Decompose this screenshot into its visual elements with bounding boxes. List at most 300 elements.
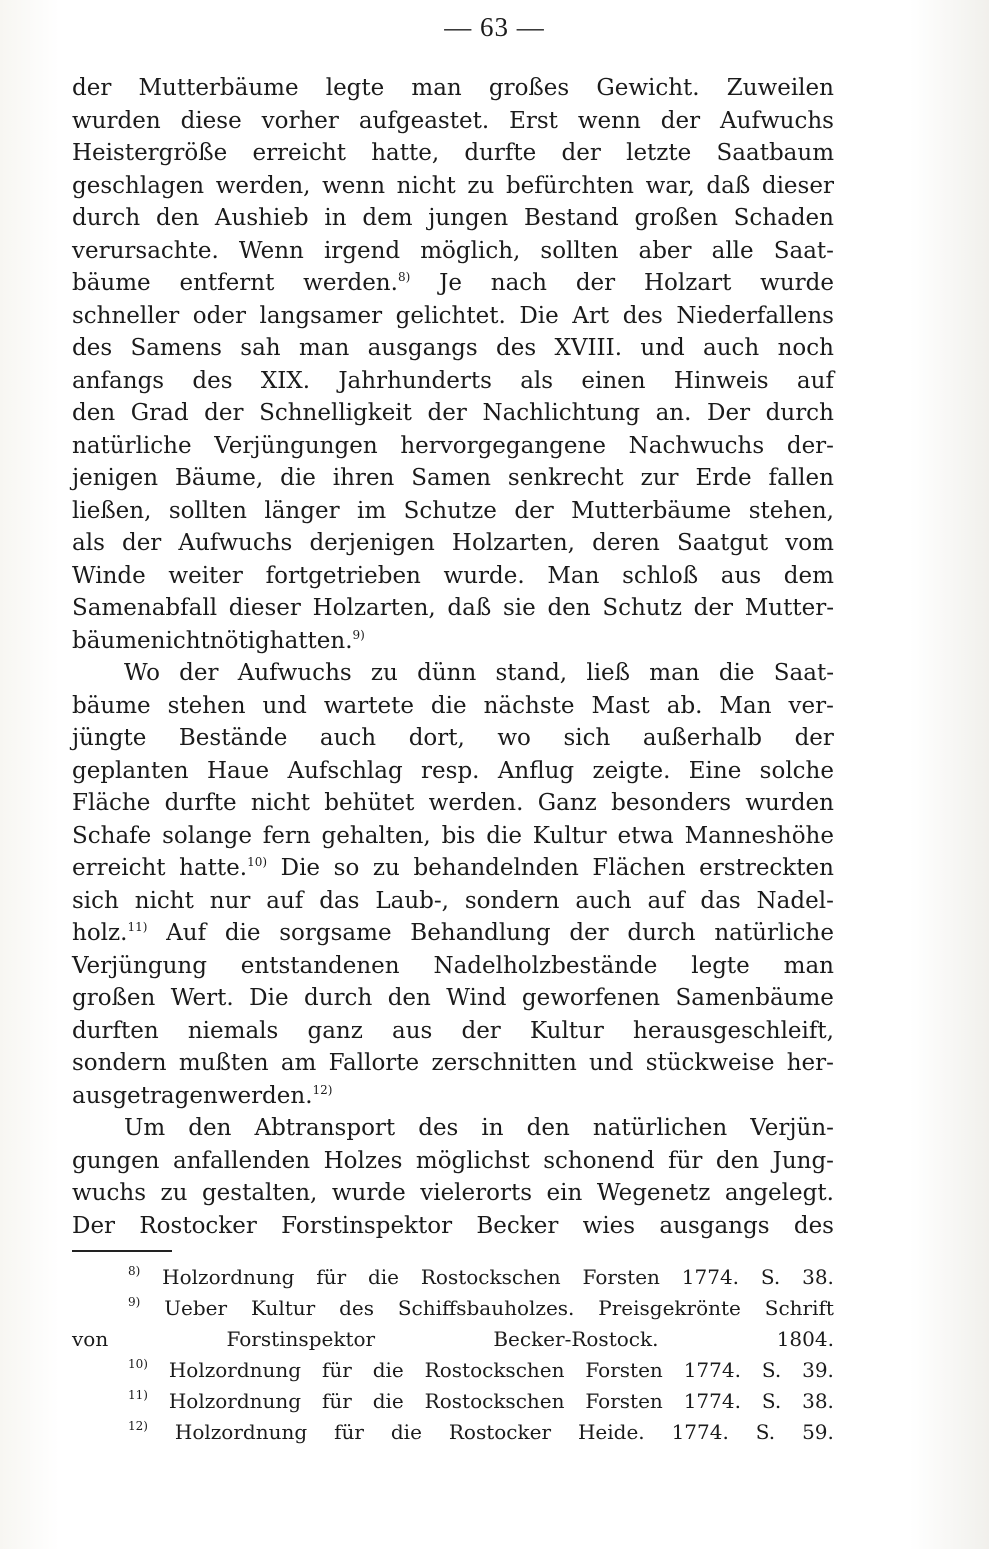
- word: durch: [72, 205, 141, 231]
- word: werden,: [215, 172, 311, 199]
- word: gehalten,: [321, 822, 431, 849]
- word: vielerorts: [420, 1180, 533, 1206]
- word: geplanten: [72, 757, 189, 784]
- word: zu: [467, 172, 495, 199]
- word: auf: [266, 887, 304, 914]
- word: wurde.: [443, 562, 525, 589]
- text-line: [72, 365, 834, 398]
- word: Samen: [411, 465, 491, 491]
- footnote-reference: 8): [397, 270, 411, 284]
- word: aus: [720, 562, 762, 589]
- word: Erst: [509, 107, 558, 134]
- word: angelegt.: [724, 1180, 834, 1206]
- word: großen: [634, 205, 718, 231]
- word: natürlichen: [592, 1115, 728, 1141]
- word: Schnelligkeit: [259, 400, 412, 426]
- word: aus: [391, 1017, 433, 1044]
- text-line: [72, 462, 834, 495]
- word: hervorgegangene: [400, 432, 606, 459]
- word: Man: [719, 692, 772, 719]
- word: dort,: [408, 725, 465, 751]
- word: von: [72, 1327, 109, 1351]
- word: Anflug: [497, 757, 575, 784]
- word: S.: [755, 1420, 776, 1444]
- word: Forstinspektor: [226, 1327, 376, 1351]
- word: wurde: [760, 270, 834, 296]
- word: zu: [372, 855, 400, 881]
- word: ließ: [586, 660, 631, 686]
- word: Schutze: [403, 497, 497, 524]
- word: Grad: [130, 400, 189, 426]
- word: für: [322, 1389, 352, 1413]
- word: wuchs: [72, 1180, 146, 1206]
- word: aufgeastet.: [358, 107, 490, 134]
- text-line: [72, 1177, 834, 1210]
- word: der-: [786, 432, 834, 459]
- word: Aufwuchs: [237, 660, 352, 686]
- text-line: [72, 1047, 834, 1080]
- word: Bäume,: [175, 465, 264, 491]
- word: Holzordnung: [174, 1420, 308, 1444]
- word: stehen: [167, 692, 246, 719]
- text-line: [72, 105, 834, 138]
- word: resp.: [421, 757, 480, 784]
- word: ab.: [666, 692, 703, 719]
- word: niemals: [187, 1017, 279, 1044]
- word: wo: [497, 725, 531, 751]
- text-line: [72, 820, 834, 853]
- word: Mutterbäume: [571, 497, 732, 524]
- word: schneller: [72, 302, 180, 329]
- word: fortgetrieben: [265, 562, 421, 589]
- text-line: [72, 885, 834, 918]
- footnote-line: [72, 1386, 834, 1417]
- word: das: [319, 887, 360, 914]
- word: der: [461, 1017, 501, 1044]
- word: jungen: [428, 205, 509, 231]
- word: stand,: [495, 660, 568, 686]
- word: dieser: [228, 595, 301, 621]
- word: S.: [761, 1358, 782, 1382]
- word: dem: [362, 205, 413, 231]
- word: für: [334, 1420, 364, 1444]
- word: Mutter-: [744, 595, 834, 621]
- word: zu: [160, 1180, 188, 1206]
- word: schonend: [543, 1147, 655, 1174]
- word: dieser: [761, 172, 834, 199]
- word: den: [72, 400, 116, 426]
- word: letzte: [626, 140, 692, 166]
- word: ließen,: [72, 497, 152, 524]
- word: XIX.: [260, 367, 311, 394]
- word: Kultur: [529, 1017, 604, 1044]
- word: Aufschlag: [287, 757, 403, 784]
- word: gestalten,: [201, 1180, 318, 1206]
- word: Forsten: [585, 1389, 663, 1413]
- word: großen: [72, 985, 156, 1011]
- page-number: — 63 —: [444, 12, 545, 42]
- word: weiter: [168, 562, 243, 589]
- footnote-number: [128, 1386, 148, 1417]
- word: Kultur: [532, 822, 607, 849]
- word: Samenabfall: [72, 595, 218, 621]
- word: Die: [249, 985, 289, 1011]
- word: nächste: [483, 692, 575, 719]
- word: durfte: [164, 790, 237, 816]
- word: mußten: [178, 1050, 269, 1076]
- word: zur: [640, 465, 679, 491]
- word: großes: [488, 75, 570, 101]
- word: Heide.: [577, 1420, 645, 1444]
- word: Saatbaum: [716, 140, 834, 166]
- word: sollten: [540, 237, 619, 264]
- footnote-marker: 8): [128, 1264, 141, 1278]
- word: ihren: [332, 465, 395, 491]
- word: natürliche: [714, 920, 834, 946]
- word: der: [575, 270, 616, 296]
- word: länger: [264, 497, 340, 524]
- word: daß: [447, 595, 492, 621]
- text-line: [72, 1210, 834, 1243]
- word: Fläche: [72, 790, 151, 816]
- word: Holzes: [323, 1147, 403, 1174]
- word: Bestand: [523, 205, 619, 231]
- text-line: [72, 950, 834, 983]
- word: des: [72, 335, 113, 361]
- word: werden.$^{8)}$: [303, 270, 411, 296]
- word: die: [390, 1420, 422, 1444]
- word: sondern: [464, 887, 560, 914]
- word: sondern: [72, 1050, 167, 1076]
- word: Auf: [166, 920, 207, 946]
- text-line: [72, 72, 834, 105]
- word: Holzordnung: [168, 1358, 302, 1382]
- footnote-separator: [72, 1250, 172, 1252]
- word: Verjün-: [750, 1115, 834, 1141]
- word: des: [622, 302, 663, 329]
- word: der: [121, 530, 162, 556]
- word: sich: [563, 725, 611, 751]
- word: nötig: [209, 627, 270, 654]
- word: nur: [209, 887, 251, 914]
- word: Bestände: [178, 725, 288, 751]
- text-line: [72, 495, 834, 528]
- text-line: [72, 787, 834, 820]
- word: wartete: [323, 692, 414, 719]
- word: des: [339, 1296, 374, 1320]
- footnote-reference: 10): [247, 855, 268, 869]
- word: den: [547, 595, 591, 621]
- word: die: [224, 920, 261, 946]
- word: am: [280, 1050, 317, 1076]
- word: langsamer: [259, 302, 383, 329]
- word: Die: [519, 302, 559, 329]
- word: erstreckten: [699, 855, 834, 881]
- word: nicht: [250, 790, 310, 816]
- word: natürliche: [72, 432, 192, 459]
- word: durften: [72, 1017, 159, 1044]
- word: außerhalb: [642, 725, 763, 751]
- word: vorher: [261, 107, 339, 134]
- word: entfernt: [179, 270, 275, 296]
- word: den: [526, 1115, 570, 1141]
- text-line: [72, 202, 834, 235]
- word: schloß: [622, 562, 699, 589]
- word: 1804.: [776, 1327, 834, 1351]
- word: legte: [691, 952, 750, 979]
- word: Gewicht.: [596, 75, 700, 101]
- word: Flächen: [592, 855, 686, 881]
- body-text: [72, 72, 834, 1242]
- word: Kultur: [250, 1296, 316, 1320]
- word: wies: [582, 1212, 636, 1239]
- word: der: [660, 107, 701, 134]
- word: 1774.: [683, 1358, 741, 1382]
- text-line: [72, 397, 834, 430]
- word: Erde: [695, 465, 752, 491]
- word: Preisgekrönte: [598, 1296, 741, 1320]
- word: Hinweis: [673, 367, 769, 394]
- word: und: [589, 1050, 634, 1076]
- word: Aufwuchs: [720, 107, 834, 134]
- word: der: [561, 140, 601, 166]
- word: diese: [180, 107, 242, 134]
- word: solche: [759, 757, 834, 784]
- word: Nadelholzbestände: [433, 952, 658, 979]
- word: hatten.$^{9)}$: [269, 627, 365, 654]
- word: Rostocker: [448, 1420, 552, 1444]
- word: derjenigen: [309, 530, 435, 556]
- word: S.: [760, 1265, 781, 1289]
- word: vom: [785, 530, 834, 556]
- text-line: [72, 690, 834, 723]
- word: ausgangs: [659, 1212, 770, 1239]
- text-line: [72, 430, 834, 463]
- word: Nachlichtung: [482, 400, 640, 426]
- word: war,: [645, 172, 695, 199]
- word: der: [72, 75, 112, 101]
- word: Rostockschen: [424, 1358, 565, 1382]
- word: ausgetragen: [72, 1082, 218, 1109]
- word: wurden: [72, 107, 161, 134]
- text-line: [72, 235, 834, 268]
- word: behandelnden: [413, 855, 579, 881]
- text-line: [72, 1145, 834, 1178]
- word: Wegenetz: [596, 1180, 711, 1206]
- word: Holzarten,: [312, 595, 436, 621]
- word: für: [316, 1265, 347, 1289]
- word: wenn: [322, 172, 386, 199]
- word: die: [718, 660, 755, 686]
- word: in: [324, 205, 347, 231]
- word: die: [430, 692, 467, 719]
- word: Schafe: [72, 822, 152, 849]
- word: bäume: [72, 270, 151, 296]
- word: Jahrhunderts: [338, 367, 492, 394]
- word: 1774.: [681, 1265, 740, 1289]
- word: stückweise: [645, 1050, 775, 1076]
- word: sich: [72, 887, 119, 914]
- text-line: [72, 1080, 834, 1113]
- word: nicht: [150, 627, 210, 654]
- word: Mast: [591, 692, 650, 719]
- word: auch: [575, 887, 632, 914]
- footnote-line: [72, 1324, 834, 1355]
- word: als: [72, 530, 105, 556]
- word: geschlagen: [72, 172, 205, 199]
- word: Behandlung: [410, 920, 551, 946]
- word: Becker: [476, 1212, 559, 1239]
- word: anfangs: [72, 367, 165, 394]
- footnote-line: [72, 1262, 834, 1293]
- word: Holzordnung: [162, 1265, 295, 1289]
- word: 1774.: [683, 1389, 741, 1413]
- word: Jung-: [772, 1147, 834, 1174]
- word: die: [486, 822, 522, 849]
- word: Heistergröße: [72, 140, 228, 166]
- footnotes: [72, 1262, 834, 1448]
- word: Saat-: [773, 660, 834, 686]
- word: wurde: [331, 1180, 406, 1206]
- text-line: [72, 982, 834, 1015]
- footnote-reference: 12): [312, 1082, 333, 1097]
- word: fallen: [768, 465, 834, 491]
- word: irgend: [323, 237, 401, 264]
- word: Die: [280, 855, 321, 881]
- word: im: [357, 497, 387, 524]
- footnote-number: [128, 1417, 148, 1448]
- footnote-line: [72, 1355, 834, 1386]
- footnote-number: [128, 1355, 148, 1386]
- word: dünn: [417, 660, 477, 686]
- footnote-line: [72, 1417, 834, 1448]
- word: jenigen: [72, 465, 159, 491]
- word: auf: [796, 367, 834, 394]
- footnote-number: [128, 1293, 140, 1324]
- text-line: [72, 300, 834, 333]
- word: Winde: [72, 562, 146, 589]
- word: 38.: [802, 1265, 834, 1289]
- word: deren: [592, 530, 660, 556]
- word: Nachwuchs: [628, 432, 765, 459]
- word: des: [418, 1115, 459, 1141]
- word: auch: [703, 335, 760, 361]
- word: der: [693, 595, 734, 621]
- word: Schaden: [733, 205, 834, 231]
- word: nicht: [396, 172, 456, 199]
- word: auf: [647, 887, 685, 914]
- word: Aufwuchs: [178, 530, 293, 556]
- word: man: [783, 952, 834, 979]
- word: etwa: [617, 822, 674, 849]
- text-line: [72, 1112, 834, 1145]
- word: Holzarten,: [451, 530, 575, 556]
- word: Forsten: [585, 1358, 663, 1382]
- word: ver-: [788, 692, 834, 719]
- word: auch: [319, 725, 377, 751]
- word: Ganz: [537, 790, 597, 816]
- word: besonders: [611, 790, 732, 816]
- word: zu: [370, 660, 398, 686]
- word: des: [793, 1212, 834, 1239]
- word: werden.: [428, 790, 524, 816]
- word: S.: [761, 1389, 782, 1413]
- word: Samenbäume: [675, 985, 834, 1011]
- word: sah: [240, 335, 281, 361]
- word: XVIII.: [554, 335, 623, 361]
- word: möglichst: [415, 1147, 530, 1174]
- footnote-marker: 11): [128, 1388, 148, 1402]
- word: 38.: [802, 1389, 834, 1413]
- word: Um: [124, 1115, 166, 1141]
- word: die: [280, 465, 316, 491]
- word: aber: [638, 237, 692, 264]
- footnote-number: [128, 1262, 140, 1293]
- word: den: [188, 1115, 232, 1141]
- word: Schiffsbauholzes.: [397, 1296, 575, 1320]
- word: durfte: [464, 140, 537, 166]
- word: behütet: [324, 790, 415, 816]
- word: bäume: [72, 692, 151, 719]
- word: 1774.: [671, 1420, 729, 1444]
- word: bäume: [72, 627, 151, 654]
- word: fern: [262, 822, 311, 849]
- text-line: [72, 852, 834, 885]
- word: der: [427, 400, 467, 426]
- text-line: [72, 625, 834, 658]
- word: herausgeschleift,: [633, 1017, 834, 1044]
- word: für: [668, 1147, 703, 1174]
- footnote-marker: 9): [128, 1295, 141, 1309]
- word: solange: [162, 822, 252, 849]
- word: Je: [439, 270, 462, 296]
- word: den: [387, 985, 431, 1011]
- word: wurden: [745, 790, 834, 816]
- text-line: [72, 560, 834, 593]
- word: einen: [581, 367, 646, 394]
- word: die: [372, 1389, 404, 1413]
- word: dem: [783, 562, 834, 589]
- word: die: [367, 1265, 400, 1289]
- word: Wind: [446, 985, 507, 1011]
- word: Saat-: [773, 237, 834, 264]
- word: bis: [441, 822, 476, 849]
- word: daß: [706, 172, 751, 199]
- word: anfallenden: [173, 1147, 311, 1174]
- word: Rostockschen: [424, 1389, 565, 1413]
- text-line: [72, 527, 834, 560]
- text-line: [72, 137, 834, 170]
- word: Holzart: [644, 270, 732, 296]
- word: erreicht: [252, 140, 346, 166]
- word: legte: [325, 75, 385, 101]
- word: Rostockschen: [420, 1265, 561, 1289]
- word: senkrecht: [507, 465, 624, 491]
- word: den: [156, 205, 200, 231]
- word: der: [569, 920, 609, 946]
- word: Verjüngungen: [214, 432, 378, 459]
- word: Mutterbäume: [138, 75, 299, 101]
- word: Manneshöhe: [684, 822, 834, 849]
- word: Holzordnung: [168, 1389, 302, 1413]
- word: die: [372, 1358, 404, 1382]
- footnote-marker: 10): [128, 1357, 148, 1371]
- word: Wert.: [170, 985, 234, 1011]
- word: Forsten: [582, 1265, 660, 1289]
- word: möglich,: [420, 237, 521, 264]
- word: sollten: [168, 497, 247, 524]
- word: entstandenen: [240, 952, 400, 979]
